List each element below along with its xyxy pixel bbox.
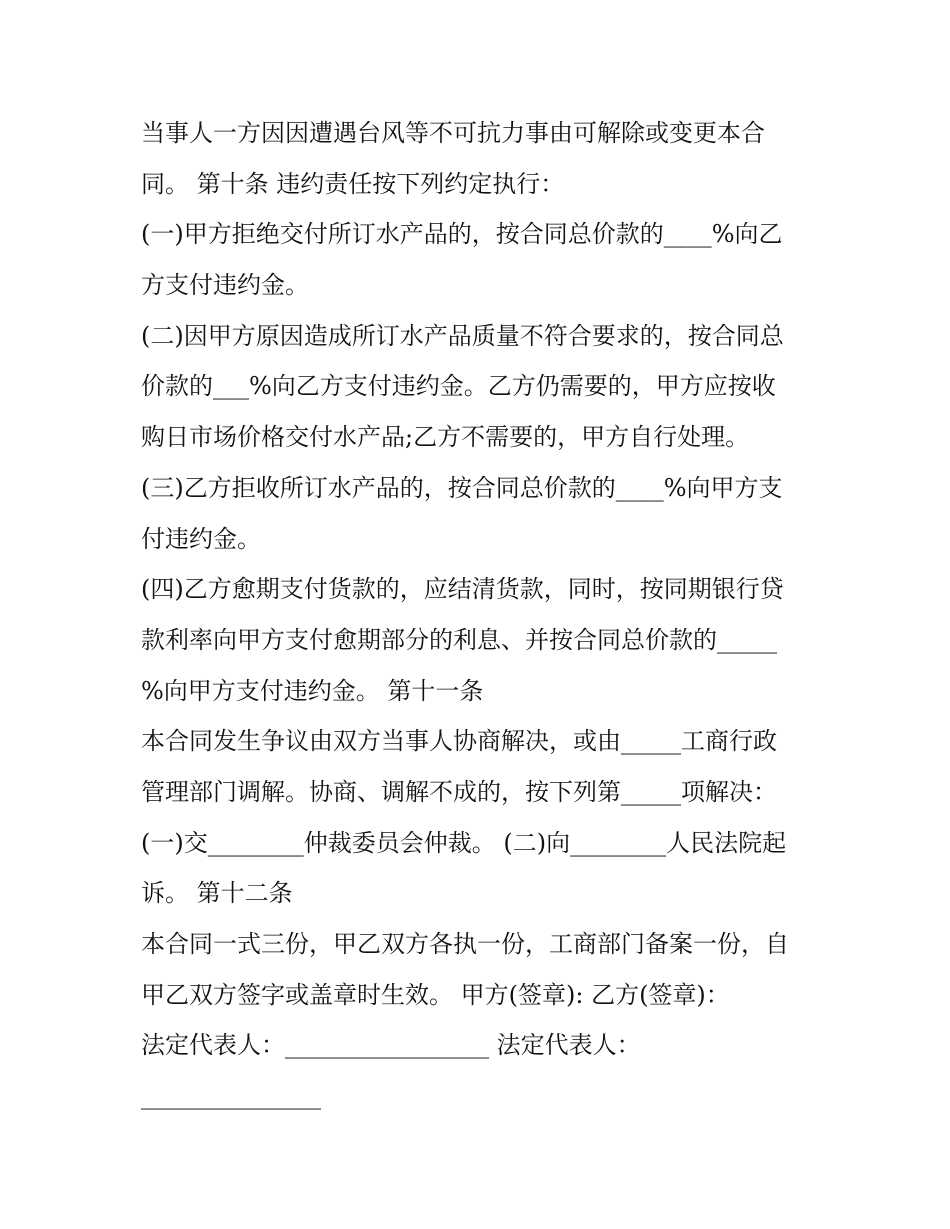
text-line-2: 同。 第十条 违约责任按下列约定执行： — [141, 169, 565, 198]
text-line-3: (一)甲方拒绝交付所订水产品的，按合同总价款的____%向乙 — [141, 220, 783, 249]
text-line-10: (四)乙方愈期支付货款的，应结清货款，同时，按同期银行贷 — [141, 575, 784, 604]
text-line-11: 款利率向甲方支付愈期部分的利息、并按合同总价款的_____ — [141, 625, 777, 654]
text-line-15: (一)交________仲裁委员会仲裁。 (二)向________人民法院起 — [141, 828, 787, 857]
text-line-12: %向甲方支付违约金。 第十一条 — [141, 676, 484, 705]
text-line-8: (三)乙方拒收所订水产品的，按合同总价款的____%向甲方支 — [141, 473, 783, 502]
contract-text — [141, 108, 831, 1122]
text-line-20: _______________ — [141, 1082, 321, 1111]
text-line-19: 法定代表人：_________________ 法定代表人： — [141, 1031, 641, 1060]
text-line-7: 购日市场价格交付水产品;乙方不需要的，甲方自行处理。 — [141, 423, 750, 452]
text-line-14: 管理部门调解。协商、调解不成的，按下列第_____项解决： — [141, 777, 777, 806]
text-line-17: 本合同一式三份，甲乙双方各执一份，工商部门备案一份，自 — [141, 930, 789, 958]
text-line-4: 方支付违约金。 — [141, 271, 309, 300]
text-line-18: 甲乙双方签字或盖章时生效。 甲方(签章): 乙方(签章)： — [141, 980, 730, 1009]
text-line-9: 付违约金。 — [141, 524, 261, 553]
text-line-6: 价款的___%向乙方支付违约金。乙方仍需要的，甲方应按收 — [141, 372, 776, 401]
text-line-1: 当事人一方因因遭遇台风等不可抗力事由可解除或变更本合 — [141, 119, 765, 147]
text-line-13: 本合同发生争议由双方当事人协商解决，或由_____工商行政 — [141, 727, 777, 756]
text-line-16: 诉。 第十二条 — [141, 879, 293, 908]
text-line-5: (二)因甲方原因造成所订水产品质量不符合要求的，按合同总 — [141, 321, 784, 350]
